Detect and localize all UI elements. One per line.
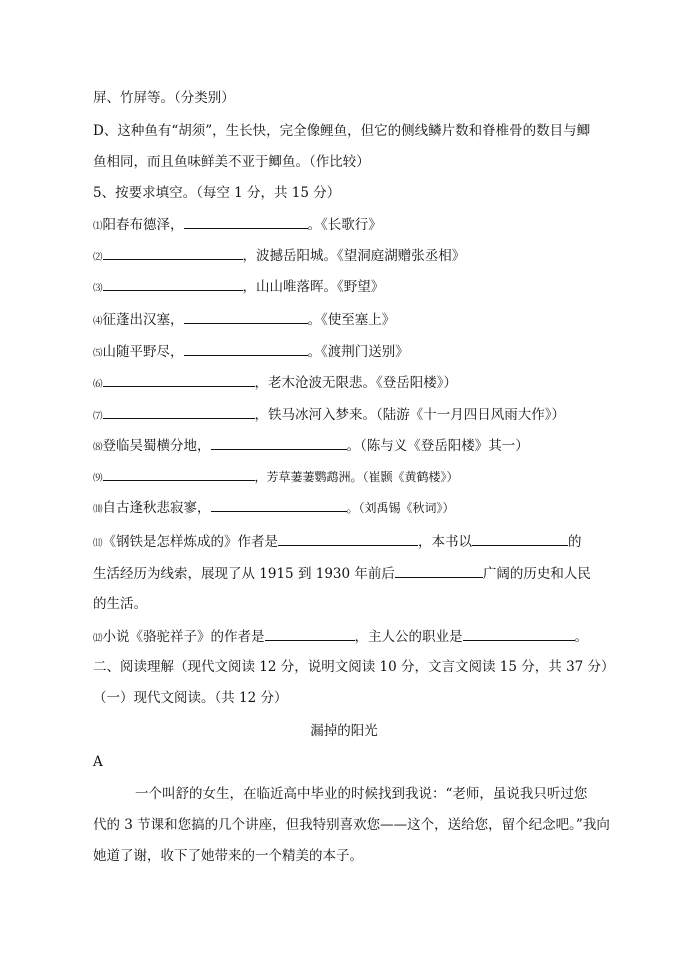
article-title: 漏掉的阳光 — [310, 723, 378, 739]
poem-fill-8 — [93, 435, 529, 458]
poem-text: 山随平野尽， — [102, 344, 184, 360]
question-11-line-1 — [93, 531, 582, 554]
answer-blank[interactable] — [103, 276, 243, 291]
poem-fill-5 — [93, 341, 409, 364]
item-number: ⑺ — [93, 411, 103, 422]
answer-blank[interactable] — [211, 497, 347, 512]
article-part-label: A — [93, 754, 103, 770]
answer-blank[interactable] — [463, 626, 575, 641]
item-number: ⑹ — [93, 379, 103, 390]
answer-blank[interactable] — [211, 435, 347, 450]
subsection-1-heading: （一）现代文阅读。（共 12 分） — [93, 690, 288, 706]
answer-blank[interactable] — [184, 309, 308, 324]
section-2-heading: 二、阅读理解（现代文阅读 12 分，说明文阅读 10 分，文言文阅读 15 分，共 37 分） — [93, 659, 615, 675]
answer-blank[interactable] — [103, 245, 243, 260]
answer-blank[interactable] — [265, 626, 355, 641]
poem-source: 。（陈与义《登岳阳楼》其一） — [346, 438, 529, 454]
poem-source: ，芳草萋萋鹦鹉洲。（崔颢《黄鹤楼》） — [254, 470, 459, 484]
poem-fill-9 — [93, 466, 459, 489]
item-number: ⑿ — [93, 633, 103, 644]
item-number: ⑻ — [93, 442, 103, 453]
poem-source: 。（刘禹锡《秋词》） — [346, 501, 455, 515]
text-line: 屏、竹屏等。（分类别） — [93, 90, 235, 106]
question-text: ，本书以 — [418, 534, 473, 550]
poem-fill-7 — [93, 404, 565, 427]
poem-source: ，波撼岳阳城。《望洞庭湖赠张丞相》 — [242, 248, 466, 264]
poem-fill-1 — [93, 214, 382, 237]
poem-text: 征蓬出汉塞， — [102, 312, 184, 328]
question-11-line-3: 的生活。 — [93, 596, 147, 612]
question-text: 《钢铁是怎样炼成的》作者是 — [102, 534, 279, 550]
question-text: 广阔的历史和人民 — [482, 566, 591, 582]
question-text: 小说《骆驼祥子》的作者是 — [102, 629, 265, 645]
item-number: ⑸ — [93, 348, 103, 359]
item-number: ⑾ — [93, 538, 103, 549]
poem-text: 登临吴蜀横分地， — [102, 438, 211, 454]
poem-fill-2 — [93, 245, 465, 268]
answer-blank[interactable] — [278, 531, 418, 546]
poem-source: 。《使至塞上》 — [307, 312, 396, 328]
poem-fill-3 — [93, 276, 384, 299]
text-line: 鱼相同，而且鱼味鲜美不亚于鲫鱼。（作比较） — [93, 154, 370, 170]
item-number: ⑷ — [93, 316, 103, 327]
poem-source: ，铁马冰河入梦来。（陆游《十一月四日风雨大作》） — [254, 407, 566, 423]
text-line: D、这种鱼有“胡须”，生长快，完全像鲤鱼，但它的侧线鳞片数和脊椎骨的数目与鲫 — [93, 123, 591, 139]
poem-source: ，老木沧波无限悲。《登岳阳楼》） — [254, 375, 458, 391]
question-text: 的 — [568, 534, 582, 550]
answer-blank[interactable] — [184, 341, 308, 356]
answer-blank[interactable] — [103, 466, 255, 481]
question-11-line-2 — [93, 563, 591, 584]
poem-fill-10 — [93, 497, 455, 520]
question-5-heading: 5、按要求填空。（每空 1 分，共 15 分） — [93, 185, 341, 201]
answer-blank[interactable] — [103, 404, 255, 419]
poem-source: 。《渡荆门送别》 — [307, 344, 409, 360]
answer-blank[interactable] — [472, 531, 568, 546]
poem-source: ，山山唯落晖。《野望》 — [242, 279, 385, 295]
article-paragraph-line: 一个叫舒的女生，在临近高中毕业的时候找到我说：“老师，虽说我只听过您 — [135, 786, 588, 802]
question-text: ，主人公的职业是 — [354, 629, 463, 645]
answer-blank[interactable] — [395, 563, 483, 578]
poem-fill-6 — [93, 372, 457, 395]
item-number: ⑶ — [93, 283, 103, 294]
question-text: 。 — [574, 629, 589, 645]
item-number: ⑽ — [93, 504, 103, 515]
item-number: ⑼ — [93, 473, 103, 484]
item-number: ⑴ — [93, 221, 103, 232]
answer-blank[interactable] — [103, 372, 255, 387]
poem-text: 阳春布德泽， — [102, 217, 184, 233]
question-12 — [93, 626, 588, 649]
question-text: 生活经历为线索，展现了从 1915 到 1930 年前后 — [93, 566, 395, 582]
poem-source: 。《长歌行》 — [307, 217, 382, 233]
answer-blank[interactable] — [184, 214, 308, 229]
poem-fill-4 — [93, 309, 395, 332]
item-number: ⑵ — [93, 252, 103, 263]
poem-text: 自古逢秋悲寂寥， — [102, 500, 211, 516]
article-paragraph-line: 她道了谢，收下了她带来的一个精美的本子。 — [93, 848, 363, 864]
article-paragraph-line: 代的 3 节课和您搞的几个讲座，但我特别喜欢您——这个，送给您，留个纪念吧。”我向 — [93, 817, 610, 833]
